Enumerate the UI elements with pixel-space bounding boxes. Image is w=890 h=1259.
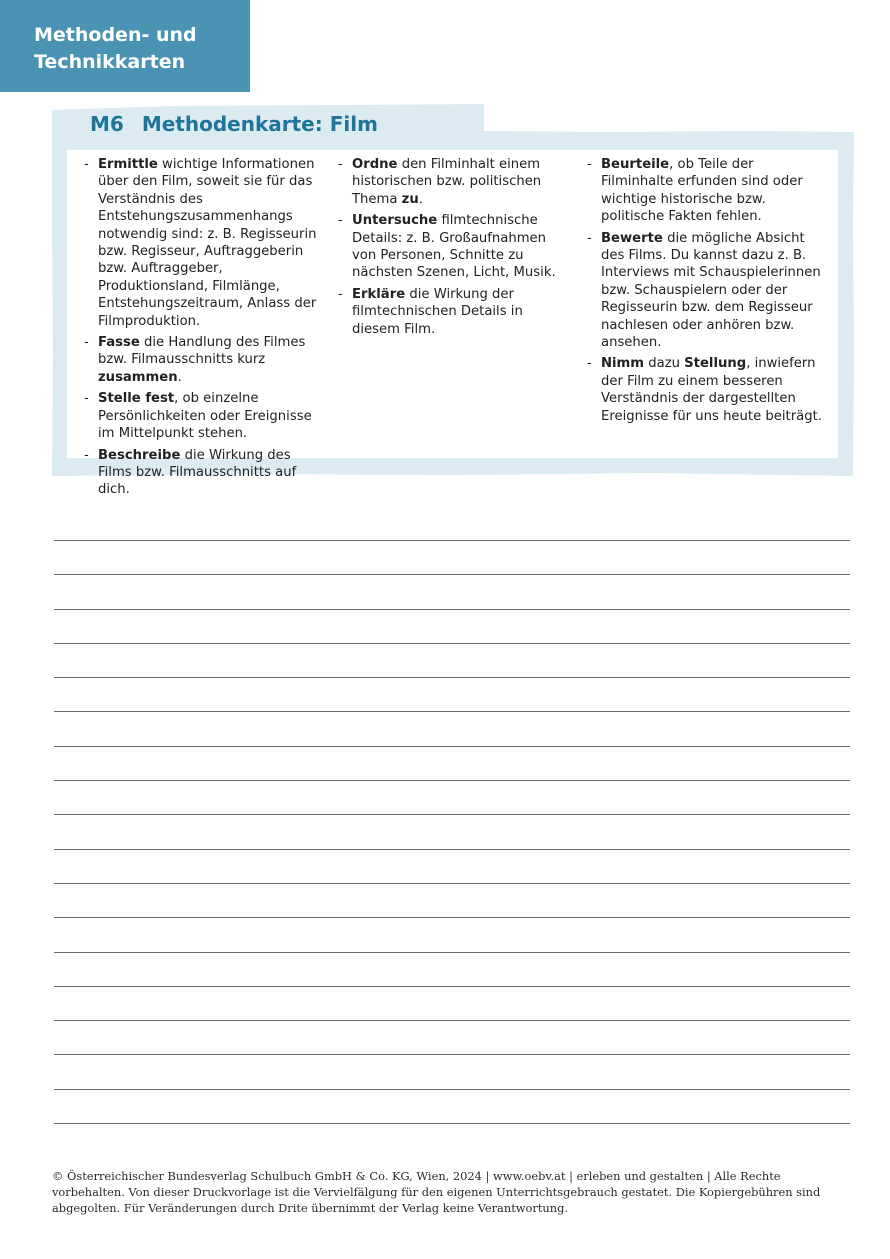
card-list-item	[84, 390, 320, 442]
section-header-line-1: Methoden- und	[34, 24, 197, 46]
writing-line	[54, 781, 850, 815]
bullet-dash: -	[84, 157, 89, 172]
writing-line	[54, 575, 850, 609]
writing-line	[54, 610, 850, 644]
writing-line	[54, 678, 850, 712]
task-keyword: Ermittle	[98, 157, 158, 172]
task-text: den Filminhalt einem historischen bzw. politischen Thema	[352, 157, 542, 207]
task-text: .	[418, 191, 423, 207]
bullet-dash: -	[587, 157, 592, 172]
card-list-item	[587, 156, 823, 226]
task-keyword: Erkläre	[352, 286, 406, 302]
card-list-item	[84, 447, 320, 499]
task-text: die Wirkung des Films bzw. Filmausschnitts auf dich.	[98, 447, 297, 498]
task-keyword: zu	[401, 191, 419, 207]
writing-line	[54, 541, 850, 575]
section-header-tab	[0, 0, 250, 92]
task-keyword: Stellung	[684, 356, 747, 372]
task-keyword: Bewerte	[601, 230, 663, 246]
writing-line	[54, 1055, 850, 1089]
writing-line	[54, 815, 850, 849]
task-text: , ob Teile der Filminhalte erfunden sind oder wichtige historische bzw. politische Fakten fehlen.	[601, 157, 803, 225]
card-column-3	[587, 156, 823, 429]
bullet-dash: -	[338, 157, 343, 172]
task-text: dazu	[644, 356, 685, 372]
card-column-2	[338, 156, 570, 342]
bullet-dash: -	[84, 335, 89, 351]
writing-line	[54, 918, 850, 952]
card-title-text: Methodenkarte: Film	[141, 112, 378, 136]
task-text: filmtechnische Details: z. B. Großaufnahmen von Personen, Schnitte zu nächsten Szenen, Licht, Musik.	[352, 213, 556, 281]
writing-line	[54, 712, 850, 746]
bullet-dash: -	[338, 286, 343, 302]
task-keyword: Ordne	[352, 157, 398, 172]
task-text: , inwiefern der Film zu einem besseren Verständnis der dargestellten Ereignisse für uns heute beiträgt.	[601, 356, 822, 424]
task-text: die mögliche Absicht des Films. Du kannst dazu z. B. Interviews mit Schauspielerinnen bzw. Schauspielern oder der Regisseurin bzw. dem Regisseur nachlesen oder anhören bzw. ansehen.	[601, 230, 821, 351]
section-header-line-2: Technikkarten	[34, 51, 186, 73]
card-code: M6	[90, 112, 124, 136]
writing-line	[54, 953, 850, 987]
card-list-item	[338, 212, 570, 282]
writing-line	[54, 644, 850, 678]
bullet-dash: -	[587, 356, 592, 372]
writing-line	[54, 1021, 850, 1055]
section-header-title	[34, 22, 197, 76]
bullet-dash: -	[84, 447, 89, 463]
bullet-dash: -	[338, 213, 343, 229]
card-title	[90, 112, 378, 136]
task-text: , ob einzelne Persönlichkeiten oder Ereignisse im Mittelpunkt stehen.	[98, 391, 312, 442]
card-list-item	[338, 286, 570, 338]
copyright-footer: © Österreichischer Bundesverlag Schulbuch GmbH & Co. KG, Wien, 2024 | www.oebv.at | erleben und gestalten | Alle Rechte vorbehalten. Von dieser Druckvorlage ist die Vervielfälgung für den eigenen Unterrichtsgebrauch gestatet. Die Kopiergebühren sind abgegolten. Für Veränderungen durch Drite übernimmt der Verlag keine Verantwortung.	[52, 1169, 821, 1215]
task-keyword: Untersuche	[352, 213, 438, 229]
card-list-item	[84, 334, 320, 386]
task-keyword: Fasse	[98, 335, 140, 351]
writing-line	[54, 747, 850, 781]
card-column-1	[84, 156, 320, 503]
task-text: die Wirkung der filmtechnischen Details in diesem Film.	[352, 286, 523, 337]
card-list-item	[587, 230, 823, 352]
task-text: .	[177, 369, 182, 385]
task-keyword: zusammen	[98, 369, 178, 385]
writing-line	[54, 850, 850, 884]
task-keyword: Beurteile	[601, 157, 670, 172]
card-list-item	[587, 355, 823, 425]
task-text: wichtige Informationen über den Film, soweit sie für das Verständnis des Entstehungszusammenhangs notwendig sind: z. B. Regisseurin bzw. Regisseur, Auftraggeberin bzw. Auftraggeber, Produktionsland, Filmlänge, Entstehungszeitraum, Anlass der Filmproduktion.	[98, 157, 317, 329]
task-keyword: Beschreibe	[98, 447, 181, 463]
writing-lines	[54, 540, 850, 1124]
bullet-dash: -	[84, 391, 89, 407]
writing-line	[54, 1090, 850, 1124]
bullet-dash: -	[587, 230, 592, 246]
card-list-item	[84, 156, 320, 330]
task-text: die Handlung des Filmes bzw. Filmausschnitts kurz	[98, 335, 306, 368]
task-keyword: Nimm	[601, 356, 645, 372]
writing-line	[54, 987, 850, 1021]
card-list-item	[338, 156, 570, 208]
task-keyword: Stelle fest	[98, 391, 175, 407]
writing-line	[54, 884, 850, 918]
